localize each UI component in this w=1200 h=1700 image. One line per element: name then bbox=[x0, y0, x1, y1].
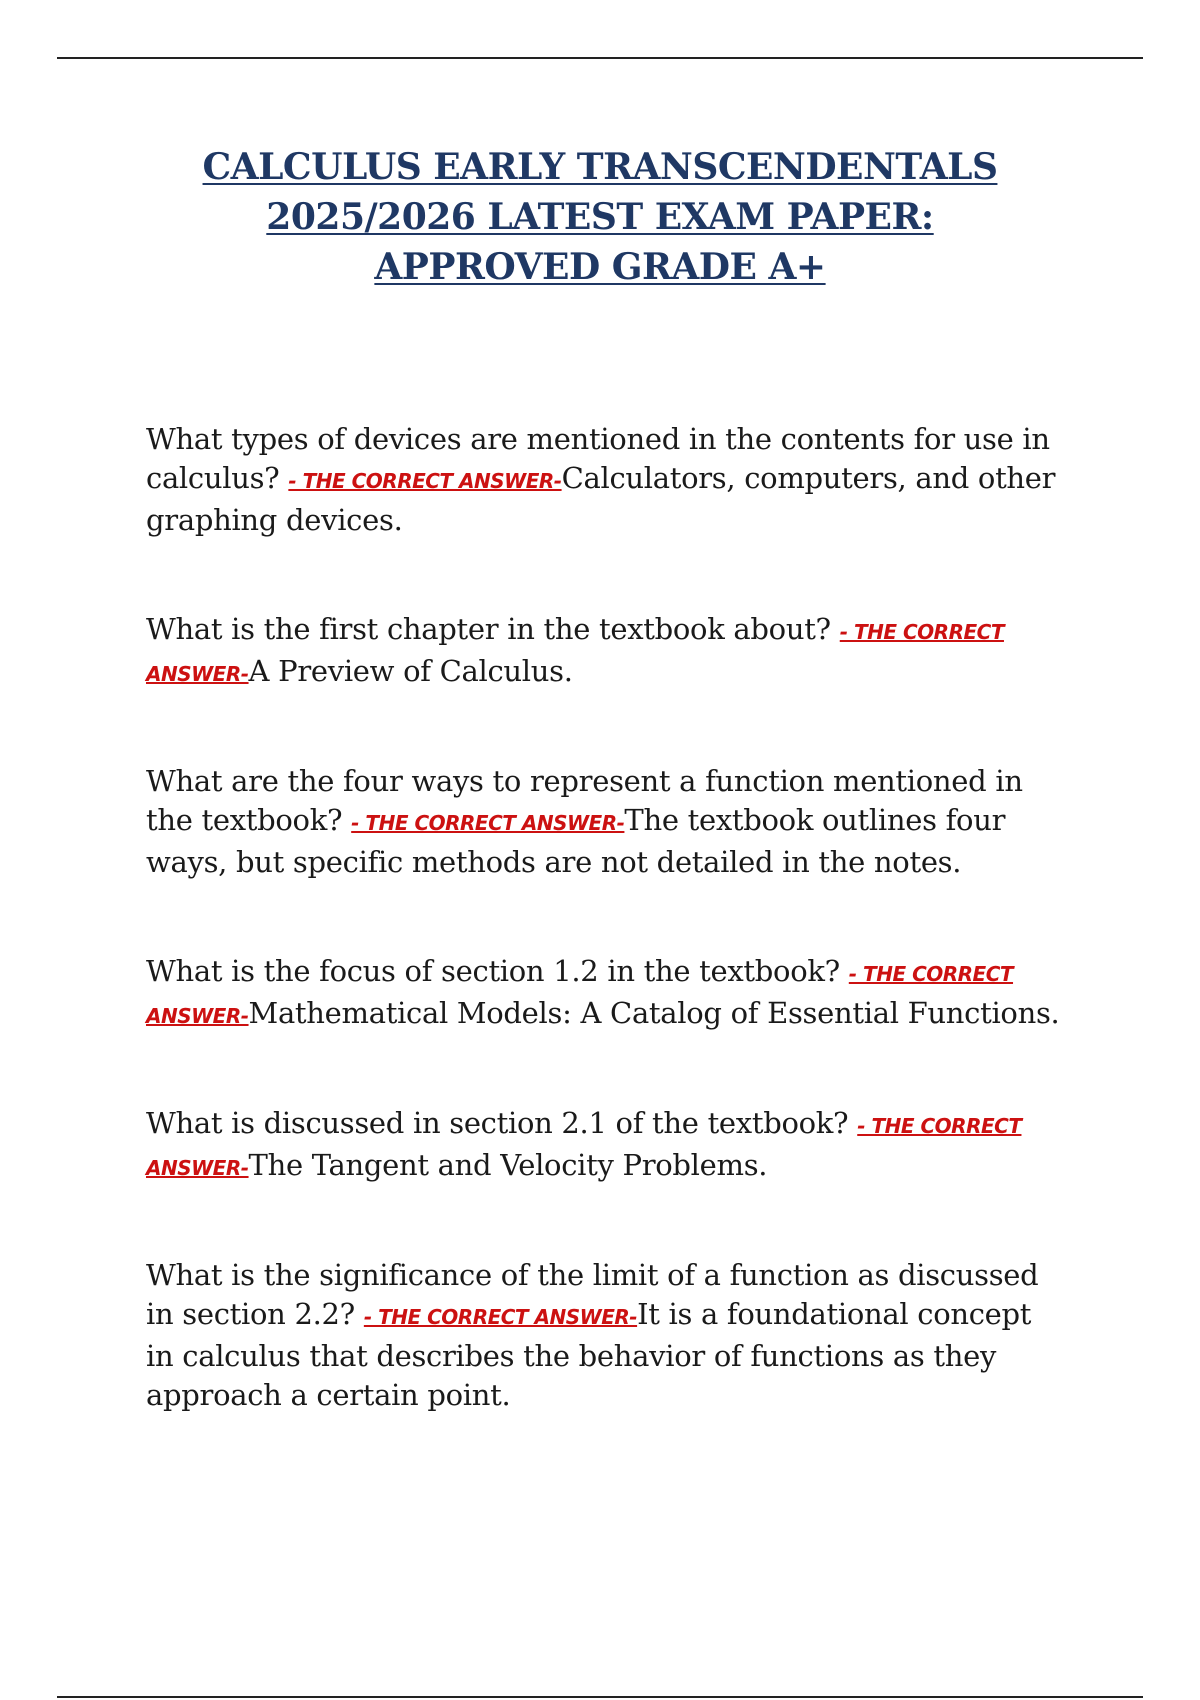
answer-text: Calculators, computers, and other graphing devices. bbox=[146, 461, 1056, 537]
qa-item-5 bbox=[146, 1104, 1066, 1188]
question-text: What is discussed in section 2.1 of the textbook? bbox=[146, 1106, 849, 1140]
correct-answer-marker: - THE CORRECT ANSWER- bbox=[146, 620, 1004, 686]
question-text: What is the focus of section 1.2 in the textbook? bbox=[146, 954, 840, 988]
question-text: What are the four ways to represent a function mentioned in the textbook? bbox=[146, 764, 1023, 837]
qa-item-6 bbox=[146, 1256, 1066, 1415]
correct-answer-marker: - THE CORRECT ANSWER- bbox=[351, 811, 625, 835]
qa-item-1 bbox=[146, 420, 1066, 540]
answer-text: The Tangent and Velocity Problems. bbox=[248, 1148, 768, 1182]
top-rule bbox=[57, 57, 1143, 59]
answer-text: A Preview of Calculus. bbox=[248, 654, 573, 688]
correct-answer-marker: - THE CORRECT ANSWER- bbox=[288, 469, 562, 493]
answer-text: The textbook outlines four ways, but specific methods are not detailed in the notes. bbox=[146, 803, 1006, 879]
question-text: What is the significance of the limit of a function as discussed in section 2.2? bbox=[146, 1258, 1039, 1331]
qa-item-3 bbox=[146, 762, 1066, 882]
correct-answer-marker: - THE CORRECT ANSWER- bbox=[146, 962, 1014, 1028]
correct-answer-marker: - THE CORRECT ANSWER- bbox=[146, 1114, 1022, 1180]
answer-text: Mathematical Models: A Catalog of Essential Functions. bbox=[248, 996, 1060, 1030]
answer-text: It is a foundational concept in calculus that describes the behavior of functions as they approach a certain point. bbox=[146, 1297, 1032, 1412]
qa-item-2 bbox=[146, 610, 1066, 694]
title-line-2: 2025/2026 LATEST EXAM PAPER: bbox=[266, 196, 934, 238]
title-line-3: APPROVED GRADE A+ bbox=[374, 246, 826, 288]
qa-item-4 bbox=[146, 952, 1066, 1036]
bottom-rule bbox=[57, 1696, 1143, 1698]
question-text: What is the first chapter in the textbook about? bbox=[146, 612, 831, 646]
correct-answer-marker: - THE CORRECT ANSWER- bbox=[363, 1305, 638, 1329]
question-text: What types of devices are mentioned in the contents for use in calculus? bbox=[146, 422, 1050, 495]
title-line-1: CALCULUS EARLY TRANSCENDENTALS bbox=[202, 146, 998, 188]
document-title bbox=[100, 142, 1100, 292]
